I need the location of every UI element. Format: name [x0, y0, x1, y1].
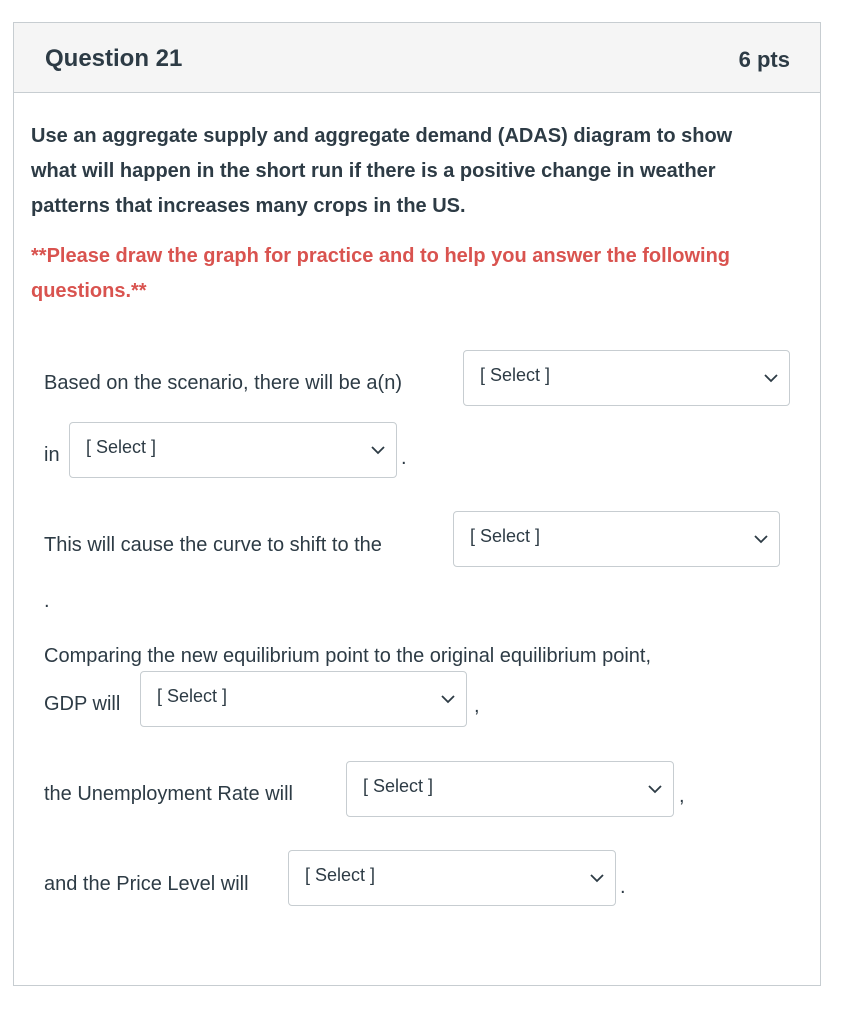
select-6-value: [ Select ] — [305, 865, 376, 885]
line4-text: Comparing the new equilibrium point to the original equilibrium point, — [44, 645, 652, 667]
line2-text: in — [44, 444, 60, 466]
line2-period: . — [401, 447, 407, 469]
select-dropdown-1[interactable] — [463, 350, 790, 406]
line3-text: This will cause the curve to shift to the — [44, 534, 382, 556]
chevron-down-icon — [754, 534, 768, 544]
question-points: 6 pts — [738, 47, 790, 72]
line5-text: GDP will — [44, 693, 121, 715]
select-2-value: [ Select ] — [86, 437, 157, 457]
line1-text: Based on the scenario, there will be a(n) — [44, 372, 402, 394]
chevron-down-icon — [590, 873, 604, 883]
line5-comma: , — [474, 695, 480, 717]
select-dropdown-2[interactable] — [69, 422, 397, 478]
line7-period: . — [620, 876, 626, 898]
question-title: Question 21 — [45, 45, 183, 72]
select-dropdown-3[interactable] — [453, 511, 780, 567]
select-4-value: [ Select ] — [157, 686, 228, 706]
practice-note: **Please draw the graph for practice and to help you answer the following questions.** — [31, 245, 731, 302]
line6-text: the Unemployment Rate will — [44, 783, 293, 805]
select-3-value: [ Select ] — [470, 526, 541, 546]
chevron-down-icon — [441, 694, 455, 704]
line7-text: and the Price Level will — [44, 873, 249, 895]
select-dropdown-gdp[interactable] — [140, 671, 467, 727]
select-5-value: [ Select ] — [363, 776, 434, 796]
line6-comma: , — [679, 785, 685, 807]
question-prompt: Use an aggregate supply and aggregate demand (ADAS) diagram to show what will happen in the short run if there is a positive change in weather patterns that increases many crops in the US. — [31, 125, 733, 217]
chevron-down-icon — [371, 445, 385, 455]
question-header — [14, 23, 820, 93]
line3-period: . — [44, 590, 50, 612]
select-dropdown-unemployment[interactable] — [346, 761, 674, 817]
select-1-value: [ Select ] — [480, 365, 551, 385]
select-dropdown-price-level[interactable] — [288, 850, 616, 906]
chevron-down-icon — [764, 373, 778, 383]
chevron-down-icon — [648, 784, 662, 794]
